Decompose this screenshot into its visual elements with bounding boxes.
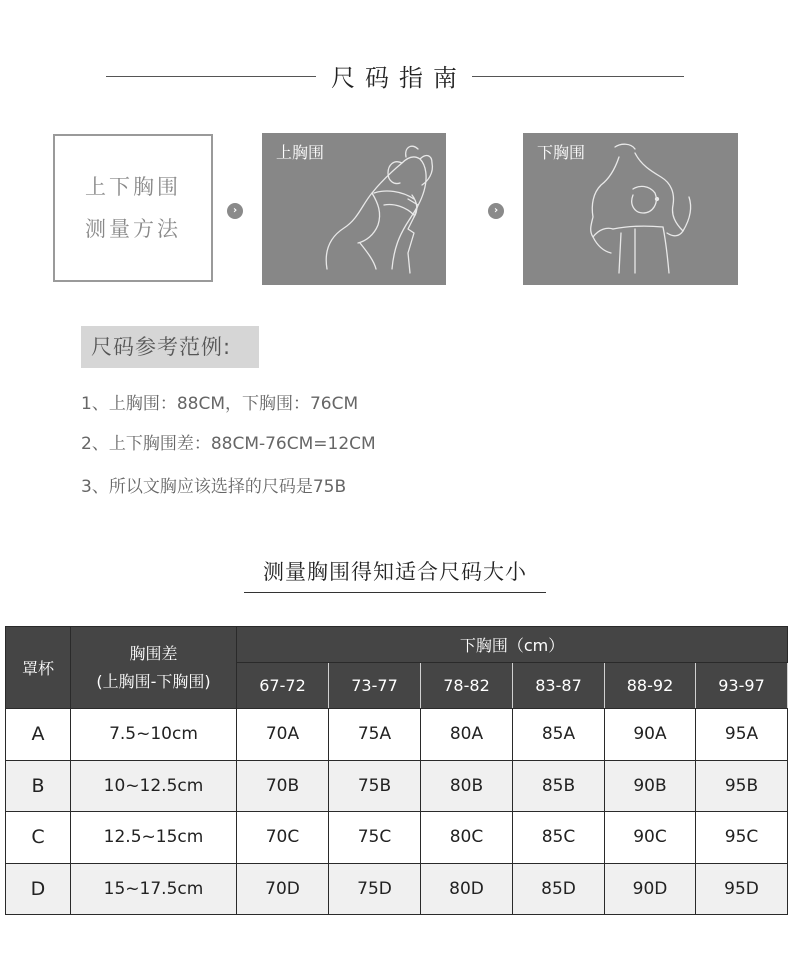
- size-table-title: 测量胸围得知适合尺码大小: [263, 560, 527, 584]
- size-cell: 70A: [237, 709, 329, 761]
- size-cell: 90D: [605, 863, 696, 915]
- size-cell: 75C: [329, 812, 421, 864]
- size-cell: 75A: [329, 709, 421, 761]
- diff-cell: 12.5~15cm: [71, 812, 237, 864]
- size-table-title-underline: [244, 592, 546, 593]
- under-bust-label: 下胸围: [537, 143, 586, 162]
- table-row: [6, 863, 788, 915]
- example-line-1: 1、上胸围：88CM，下胸围：76CM: [81, 394, 359, 414]
- size-cell: 70C: [237, 812, 329, 864]
- measure-method-line1: 上下胸围: [85, 175, 181, 199]
- diff-cell: 7.5~10cm: [71, 709, 237, 761]
- size-cell: 85D: [513, 863, 605, 915]
- header-left-rule: [106, 76, 316, 77]
- size-cell: 90C: [605, 812, 696, 864]
- diff-cell: 15~17.5cm: [71, 863, 237, 915]
- cup-cell: B: [6, 760, 71, 812]
- header-bust-diff: [71, 627, 237, 709]
- upper-bust-label: 上胸围: [276, 143, 325, 162]
- size-cell: 95A: [696, 709, 788, 761]
- header-bust-diff-line1: 胸围差: [129, 643, 178, 663]
- size-cell: 95C: [696, 812, 788, 864]
- measure-method-line2: 测量方法: [85, 217, 181, 241]
- size-cell: 80D: [421, 863, 513, 915]
- example-line-3: 3、所以文胸应该选择的尺码是75B: [81, 477, 347, 497]
- upper-bust-panel: [262, 133, 446, 285]
- cup-cell: C: [6, 812, 71, 864]
- table-row: [6, 812, 788, 864]
- header-bust-diff-line2: (上胸围-下胸围): [96, 671, 211, 691]
- example-title: 尺码参考范例:: [81, 326, 259, 368]
- size-cell: 70D: [237, 863, 329, 915]
- size-cell: 80A: [421, 709, 513, 761]
- size-cell: 80B: [421, 760, 513, 812]
- cup-cell: A: [6, 709, 71, 761]
- header-right-rule: [472, 76, 684, 77]
- under-bust-panel: [523, 133, 738, 285]
- size-cell: 75B: [329, 760, 421, 812]
- size-cell: 85B: [513, 760, 605, 812]
- size-cell: 90B: [605, 760, 696, 812]
- size-cell: 85A: [513, 709, 605, 761]
- header-under-range: 67-72: [237, 663, 329, 709]
- size-cell: 95D: [696, 863, 788, 915]
- measure-method-box: [53, 134, 213, 282]
- header-under-range: 88-92: [605, 663, 696, 709]
- header-under-bust: 下胸围（cm）: [237, 627, 788, 663]
- page-title: 尺码指南: [331, 64, 467, 92]
- size-cell: 90A: [605, 709, 696, 761]
- table-row: [6, 760, 788, 812]
- header-cup: 罩杯: [6, 627, 71, 709]
- example-line-2: 2、上下胸围差：88CM-76CM=12CM: [81, 434, 376, 454]
- chevron-right-icon: ›: [488, 203, 504, 219]
- header-under-range: 73-77: [329, 663, 421, 709]
- size-table: [5, 626, 788, 915]
- header-under-range: 93-97: [696, 663, 788, 709]
- header-under-range: 83-87: [513, 663, 605, 709]
- size-cell: 70B: [237, 760, 329, 812]
- size-cell: 80C: [421, 812, 513, 864]
- size-cell: 85C: [513, 812, 605, 864]
- diff-cell: 10~12.5cm: [71, 760, 237, 812]
- chevron-right-icon: ›: [227, 203, 243, 219]
- header-under-range: 78-82: [421, 663, 513, 709]
- table-row: [6, 709, 788, 761]
- size-cell: 75D: [329, 863, 421, 915]
- cup-cell: D: [6, 863, 71, 915]
- size-cell: 95B: [696, 760, 788, 812]
